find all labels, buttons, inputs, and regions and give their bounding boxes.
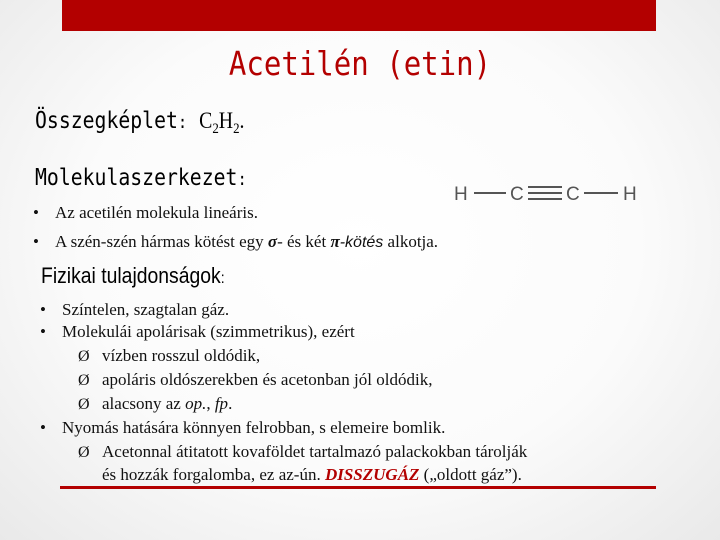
sigma-symbol: σ <box>267 232 278 251</box>
physical-bullet-2-text: Molekulái apolárisak (szimmetrikus), ezért <box>62 322 355 341</box>
pi-symbol: π <box>330 232 340 251</box>
top-accent-bar <box>62 0 656 31</box>
physical-colon: : <box>220 270 225 287</box>
physical-sub-4-line-1: Acetonnal átitatott kovaföldet tartalmazó palackokban tárolják <box>102 442 528 461</box>
atom-h-left: H <box>454 184 468 205</box>
physical-sub-3-pre: alacsony az <box>102 394 186 413</box>
physical-sub-4-line-2-post: („oldott gáz”). <box>419 465 522 484</box>
formula-text <box>199 108 245 137</box>
bullet-marker: • <box>33 203 39 222</box>
atom-h-right: H <box>623 184 637 205</box>
formula-line <box>35 108 244 138</box>
bullet-marker: • <box>33 232 39 251</box>
physical-sub-1-text: vízben rosszul oldódik, <box>102 346 261 365</box>
structure-heading: Molekulaszerkezet <box>35 165 238 191</box>
physical-sub-3 <box>78 394 232 414</box>
arrow-marker: Ø <box>78 372 90 389</box>
bond-text-mid: - és két <box>277 232 331 251</box>
acetylene-structure-diagram <box>448 176 648 212</box>
formula-h-sub: 2 <box>233 121 240 137</box>
bullet-marker: • <box>40 300 46 319</box>
atom-c-left: C <box>510 184 524 205</box>
structure-colon: : <box>237 169 247 190</box>
melting-point-abbr: op. <box>185 394 207 413</box>
physical-sub-4 <box>78 442 527 462</box>
physical-sub-3-sep: , <box>206 394 215 413</box>
formula-c-sub: 2 <box>212 121 219 137</box>
pi-bond-label: -kötés <box>339 234 384 251</box>
physical-heading: Fizikai tulajdonságok <box>41 263 221 288</box>
physical-bullet-1 <box>40 300 229 320</box>
slide-title: Acetilén (etin) <box>228 44 492 83</box>
bottom-accent-line <box>60 486 656 489</box>
formula-heading: Összegképlet <box>35 108 178 134</box>
formula-colon: : <box>177 112 188 133</box>
structure-bullet-1 <box>33 203 258 223</box>
formula-h: H <box>218 108 234 133</box>
physical-sub-1 <box>78 346 260 366</box>
physical-bullet-3-text: Nyomás hatására könnyen felrobban, s elemeire bomlik. <box>62 418 446 437</box>
physical-bullet-2 <box>40 322 355 342</box>
arrow-marker: Ø <box>78 444 90 461</box>
physical-sub-4-cont <box>102 465 522 485</box>
physical-sub-3-end: . <box>228 394 233 413</box>
formula-period: . <box>239 108 245 133</box>
bond-text-pre: A szén-szén hármas kötést egy <box>55 232 268 251</box>
physical-bullet-3 <box>40 418 445 438</box>
bullet-marker: • <box>40 418 46 437</box>
formula-c: C <box>199 108 213 133</box>
arrow-marker: Ø <box>78 396 90 413</box>
physical-sub-4-line-2-pre: és hozzák forgalomba, ez az-ún. <box>102 465 325 484</box>
physical-sub-2-text: apoláris oldószerekben és acetonban jól oldódik, <box>102 370 433 389</box>
atom-c-right: C <box>566 184 580 205</box>
disszugaz-term: DISSZUGÁZ <box>324 465 420 484</box>
physical-heading-line <box>41 263 225 289</box>
structure-bullet-2 <box>33 232 438 252</box>
physical-bullet-1-text: Színtelen, szagtalan gáz. <box>62 300 230 319</box>
bond-text-post: alkotja. <box>383 232 439 251</box>
bullet-marker: • <box>40 322 46 341</box>
physical-sub-2 <box>78 370 432 390</box>
structure-heading-line <box>35 165 247 191</box>
boiling-point-abbr: fp <box>214 394 229 413</box>
arrow-marker: Ø <box>78 348 90 365</box>
structure-bullet-1-text: Az acetilén molekula lineáris. <box>55 203 258 222</box>
